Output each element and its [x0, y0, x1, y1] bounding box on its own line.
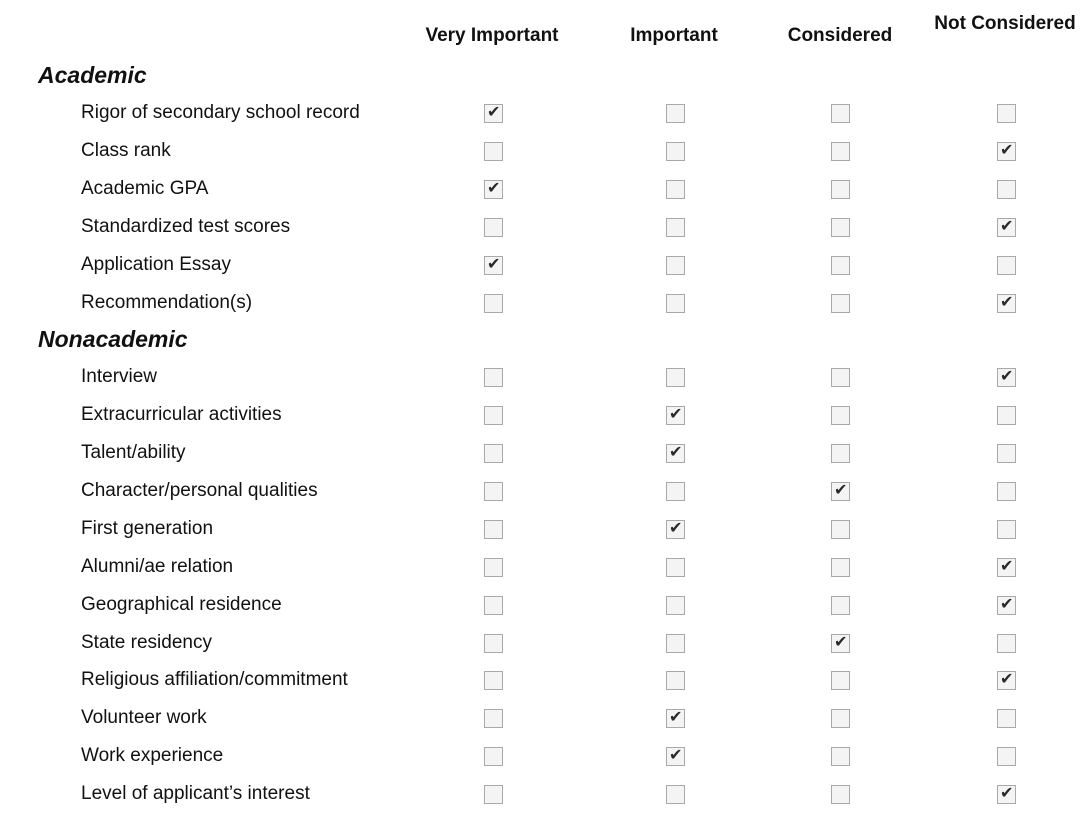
checkbox[interactable] [484, 634, 503, 653]
checkbox[interactable] [831, 671, 850, 690]
checkbox[interactable] [997, 256, 1016, 275]
checkbox[interactable] [831, 747, 850, 766]
checkbox[interactable] [997, 218, 1016, 237]
checkbox[interactable] [831, 218, 850, 237]
row-label: Standardized test scores [81, 216, 291, 237]
section-title-nonacademic: Nonacademic [38, 326, 188, 352]
checkmark-icon: ✔ [1000, 594, 1014, 613]
row-label: State residency [81, 632, 212, 653]
checkmark-icon: ✔ [487, 178, 501, 197]
checkbox[interactable] [831, 180, 850, 199]
checkmark-icon: ✔ [487, 254, 501, 273]
checkmark-icon: ✔ [1000, 556, 1014, 575]
checkbox[interactable] [484, 368, 503, 387]
checkmark-icon: ✔ [669, 707, 683, 726]
checkbox[interactable] [484, 256, 503, 275]
checkbox[interactable] [997, 747, 1016, 766]
checkmark-icon: ✔ [1000, 366, 1014, 385]
checkbox[interactable] [484, 482, 503, 501]
row-label: Alumni/ae relation [81, 556, 234, 577]
checkbox[interactable] [997, 671, 1016, 690]
checkmark-icon: ✔ [1000, 669, 1014, 688]
checkbox[interactable] [831, 104, 850, 123]
row-label: Geographical residence [81, 594, 282, 615]
checkbox[interactable] [484, 671, 503, 690]
row-label: Work experience [81, 745, 224, 766]
checkbox[interactable] [831, 368, 850, 387]
checkbox[interactable] [997, 785, 1016, 804]
header-not-considered: Not Considered [934, 13, 1076, 34]
checkmark-icon: ✔ [669, 518, 683, 537]
checkbox[interactable] [666, 294, 685, 313]
row-label: Character/personal qualities [81, 480, 318, 501]
checkbox[interactable] [831, 634, 850, 653]
checkbox[interactable] [997, 406, 1016, 425]
row-label: Talent/ability [81, 442, 186, 463]
checkbox[interactable] [484, 558, 503, 577]
checkbox[interactable] [484, 142, 503, 161]
checkmark-icon: ✔ [669, 404, 683, 423]
header-very-important: Very Important [425, 25, 559, 46]
checkmark-icon: ✔ [487, 102, 501, 121]
checkbox[interactable] [666, 709, 685, 728]
checkbox[interactable] [666, 785, 685, 804]
row-label: Volunteer work [81, 707, 207, 728]
checkmark-icon: ✔ [834, 632, 848, 651]
checkbox[interactable] [666, 747, 685, 766]
row-label: Level of applicant’s interest [81, 783, 310, 804]
header-important: Important [630, 25, 718, 46]
row-label: Recommendation(s) [81, 292, 253, 313]
checkmark-icon: ✔ [669, 442, 683, 461]
row-label: Class rank [81, 140, 171, 161]
checkbox[interactable] [666, 482, 685, 501]
row-label: First generation [81, 518, 214, 539]
checkbox[interactable] [484, 444, 503, 463]
checkbox[interactable] [666, 671, 685, 690]
checkbox[interactable] [484, 785, 503, 804]
checkbox[interactable] [997, 482, 1016, 501]
checkbox[interactable] [484, 596, 503, 615]
checkbox[interactable] [831, 482, 850, 501]
checkbox[interactable] [484, 709, 503, 728]
checkbox[interactable] [666, 558, 685, 577]
checkmark-icon: ✔ [669, 745, 683, 764]
checkbox[interactable] [831, 294, 850, 313]
checkbox[interactable] [484, 104, 503, 123]
checkbox[interactable] [666, 218, 685, 237]
checkbox[interactable] [484, 294, 503, 313]
row-label: Academic GPA [81, 178, 209, 199]
checkmark-icon: ✔ [1000, 292, 1014, 311]
checkbox[interactable] [484, 406, 503, 425]
checkbox[interactable] [666, 520, 685, 539]
row-label: Application Essay [81, 254, 231, 275]
row-label: Interview [81, 366, 158, 387]
checkbox[interactable] [997, 596, 1016, 615]
row-label: Religious affiliation/commitment [81, 669, 348, 690]
checkbox[interactable] [484, 218, 503, 237]
row-label: Extracurricular activities [81, 404, 282, 425]
checkbox[interactable] [666, 406, 685, 425]
checkbox[interactable] [831, 142, 850, 161]
checkbox[interactable] [997, 558, 1016, 577]
checkbox[interactable] [831, 406, 850, 425]
checkbox[interactable] [831, 256, 850, 275]
checkmark-icon: ✔ [1000, 783, 1014, 802]
checkbox[interactable] [666, 596, 685, 615]
checkbox[interactable] [666, 180, 685, 199]
checkmark-icon: ✔ [1000, 216, 1014, 235]
checkbox[interactable] [666, 256, 685, 275]
checkbox[interactable] [997, 444, 1016, 463]
header-considered: Considered [787, 25, 893, 46]
checkbox[interactable] [997, 634, 1016, 653]
checkbox[interactable] [831, 596, 850, 615]
checkbox[interactable] [831, 558, 850, 577]
checkbox[interactable] [666, 104, 685, 123]
row-label: Rigor of secondary school record [81, 102, 360, 123]
checkmark-icon: ✔ [1000, 140, 1014, 159]
checkbox[interactable] [831, 785, 850, 804]
checkbox[interactable] [484, 520, 503, 539]
checkbox[interactable] [997, 142, 1016, 161]
checkbox[interactable] [997, 294, 1016, 313]
checkbox[interactable] [831, 520, 850, 539]
checkmark-icon: ✔ [834, 480, 848, 499]
checkbox[interactable] [997, 709, 1016, 728]
section-title-academic: Academic [38, 62, 147, 88]
checkbox[interactable] [666, 142, 685, 161]
checkbox[interactable] [666, 368, 685, 387]
checkbox[interactable] [997, 520, 1016, 539]
checkbox[interactable] [666, 444, 685, 463]
checkbox[interactable] [997, 180, 1016, 199]
checkbox[interactable] [484, 747, 503, 766]
checkbox[interactable] [831, 444, 850, 463]
checkbox[interactable] [997, 368, 1016, 387]
checkbox[interactable] [831, 709, 850, 728]
checkbox[interactable] [997, 104, 1016, 123]
checkbox[interactable] [666, 634, 685, 653]
checkbox[interactable] [484, 180, 503, 199]
